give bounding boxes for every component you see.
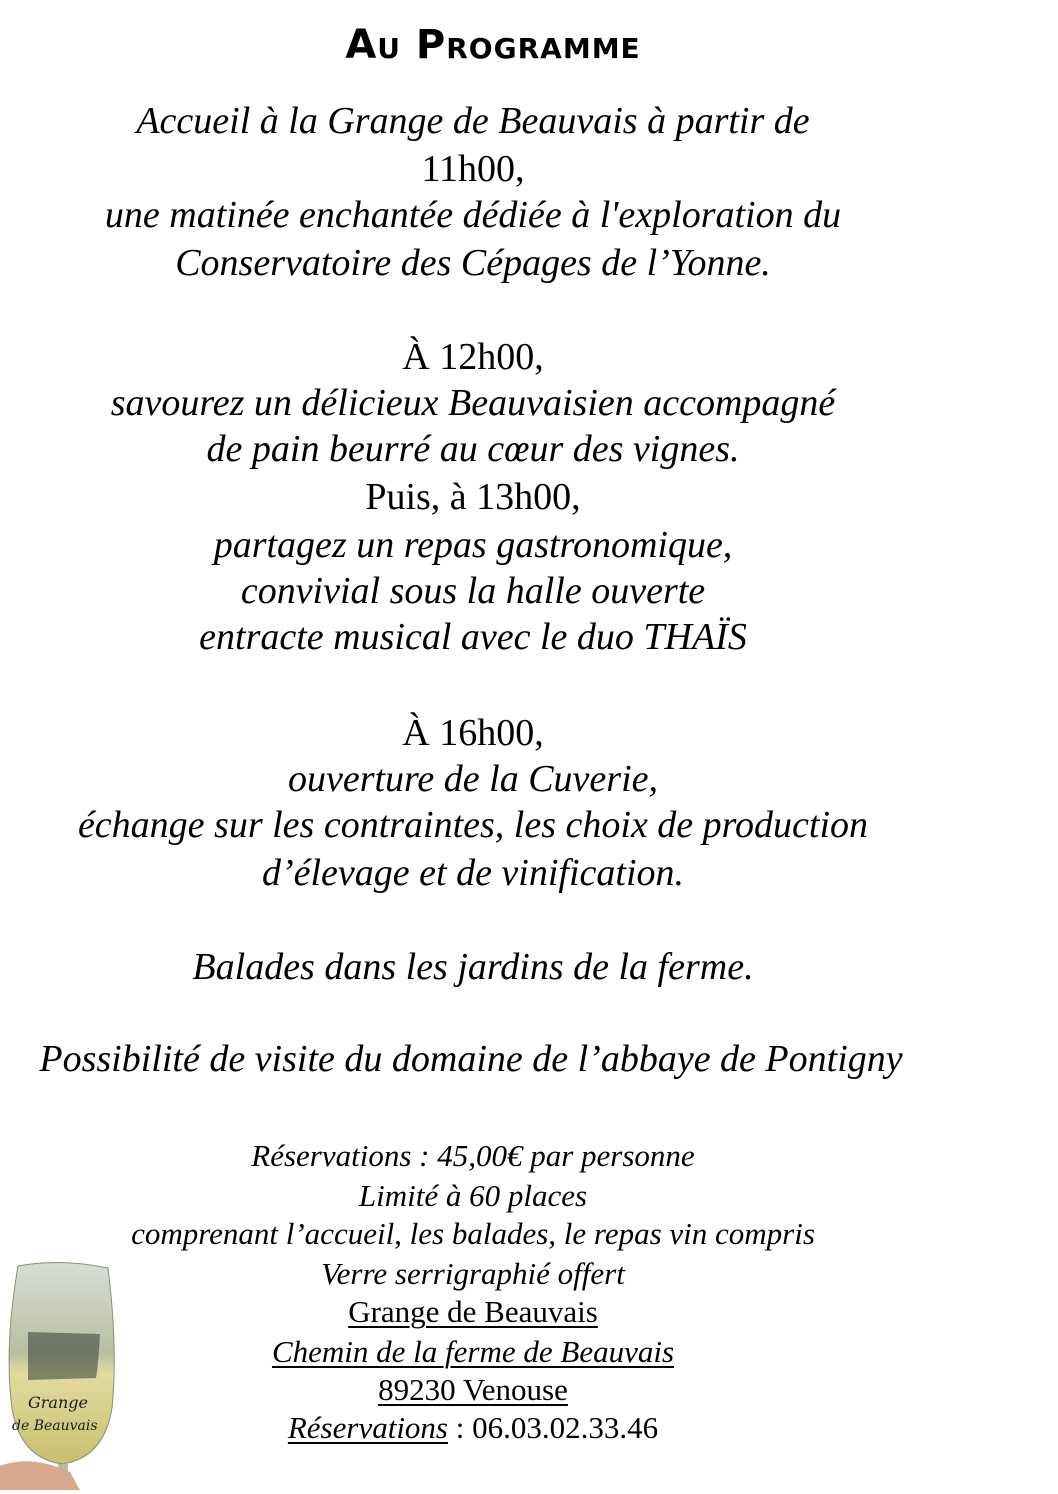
welcome-line-1: Accueil à la Grange de Beauvais à partir de — [136, 100, 810, 142]
city-address: 89230 Venouse — [378, 1372, 568, 1407]
abbey-visit: Possibilité de visite du domaine de l’abbaye de Pontigny — [39, 1038, 903, 1080]
afternoon-line-2: ouverture de la Cuverie, — [287, 758, 659, 800]
page-title: Au Programme — [345, 22, 641, 68]
svg-text:de Beauvais: de Beauvais — [12, 1418, 98, 1434]
lunch-line-5: partagez un repas gastronomique, — [213, 524, 733, 566]
lunch-line-7: entracte musical avec le duo THAÏS — [199, 616, 747, 658]
limit-line: Limité à 60 places — [358, 1178, 588, 1213]
phone-line — [0, 1412, 946, 1443]
afternoon-time: À 16h00, — [402, 712, 544, 754]
noon-time: À 12h00, — [402, 336, 544, 378]
welcome-line-4: Conservatoire des Cépages de l’Yonne. — [175, 242, 771, 284]
price-line: Réservations : 45,00€ par personne — [251, 1138, 695, 1173]
street-address: Chemin de la ferme de Beauvais — [271, 1334, 675, 1369]
wine-glass-photo — [0, 1258, 118, 1490]
venue-name: Grange de Beauvais — [348, 1294, 598, 1329]
glass-offer-line: Verre serrigraphié offert — [321, 1256, 625, 1291]
welcome-time: 11h00, — [421, 148, 525, 190]
wine-glass-icon — [0, 1258, 118, 1490]
lunch-line-6: convivial sous la halle ouverte — [240, 570, 706, 612]
phone-number: : 06.03.02.33.46 — [448, 1410, 659, 1445]
welcome-line-3: une matinée enchantée dédiée à l'exploration du — [104, 194, 842, 236]
svg-text:Grange: Grange — [28, 1393, 88, 1412]
includes-line: comprenant l’accueil, les balades, le repas vin compris — [131, 1216, 815, 1251]
afternoon-line-4: d’élevage et de vinification. — [261, 852, 685, 894]
garden-walk: Balades dans les jardins de la ferme. — [192, 946, 754, 988]
phone-label: Réservations — [287, 1410, 448, 1445]
noon-line-2: savourez un délicieux Beauvaisien accompagné — [110, 382, 836, 424]
lunch-time: Puis, à 13h00, — [365, 476, 581, 518]
afternoon-line-3: échange sur les contraintes, les choix de production — [77, 804, 869, 846]
noon-line-3: de pain beurré au cœur des vignes. — [206, 428, 740, 470]
